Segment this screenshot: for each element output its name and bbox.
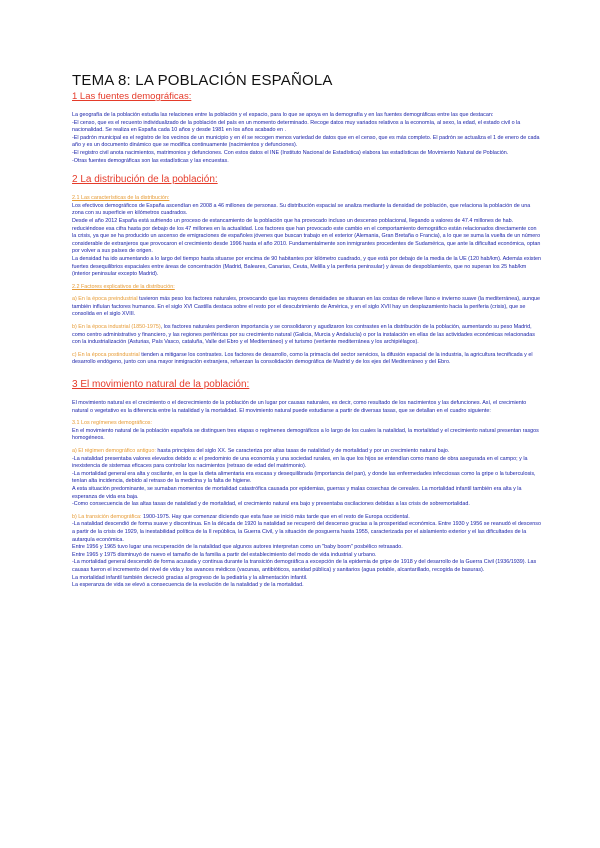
paragraph: -El padrón municipal es el registro de los vecinos de un municipio y en él se recogen menos variedad de datos que en el censo, que es más completo. El padrón se actualiza el 1 de enero de cada año y es un documento dinámico que se modifica continuamente (nacimientos y defunciones). [72, 134, 540, 149]
paragraph: -La natalidad presentaba valores elevados debido a: el predominio de una economía y una sociedad rurales, en la que los hijos se entendían como mano de obra asegurada en el campo; y la inexistencia de sistemas eficaces para controlar los nacimientos (retraso de edad del matrimonio). [72, 455, 528, 470]
paragraph [72, 514, 542, 522]
paragraph: En el movimiento natural de la población española se distinguen tres etapas o regímenes demográficos a lo largo de los cuales la natalidad, la mortalidad y el crecimiento natural presentan rasgos homogéneos. [72, 427, 539, 442]
paragraph: Entre 1956 y 1965 tuvo lugar una recuperación de la natalidad que algunos autores interpretan como un "baby boom" posbélico retrasado. [72, 544, 403, 551]
paragraph: -El censo, que es el recuento individualizado de la población del país en un momento determinado. Recoge datos muy variados relativos a la economía, al sexo, la edad, el estado civil o la nacionalidad. Se realiza en España cada 10 años y desde 1981 en los años acabado en . [72, 119, 521, 134]
item-lead: b) En la época industrial (1850-1975) [72, 324, 161, 331]
section-heading-movimiento: 3 El movimiento natural de la población: [72, 379, 250, 391]
paragraph [72, 352, 542, 367]
paragraph: A esta situación predominante, se sumaban momentos de mortalidad catastrófica causada por epidemias, guerras y malas cosechas de cereales. La mortalidad infantil también era alta y la esperanza de vida era baja. [72, 485, 522, 500]
paragraph: -Otras fuentes demográficas son las estadísticas y las encuestas. [72, 157, 229, 164]
paragraph: Los efectivos demográficos de España ascendían en 2008 a 46 millones de personas. Su distribución espacial se analiza mediante la densidad de población, que relaciona la población de una zona con su superficie en kilómetros cuadrados. [72, 202, 531, 217]
paragraph: -Como consecuencia de las altas tasas de natalidad y de mortalidad, el crecimiento natural era bajo y presentaba oscilaciones debidas a las crisis de sobremortalidad. [72, 501, 470, 508]
paragraph [72, 296, 542, 319]
subsection-heading: 2.2 Factores explicativos de la distribución: [72, 283, 175, 290]
item-lead: c) En la época postindustrial [72, 351, 140, 358]
item-lead: a) En la época preindustrial [72, 296, 138, 303]
subsection-heading: 3.1 Los regímenes demográficos: [72, 420, 153, 427]
paragraph: La esperanza de vida se elevó a consecuencia de la evolución de la natalidad y de la mortalidad. [72, 582, 304, 589]
item-lead: b) La transición demográfica: [72, 513, 142, 520]
paragraph: La mortalidad infantil también decreció gracias al progreso de la pediatría y la alimentación infantil. [72, 574, 308, 581]
document-page [72, 72, 542, 590]
paragraph: El movimiento natural es el crecimiento o el decrecimiento de la población de un lugar por causas naturales, es decir, como resultado de los nacimientos y las defunciones. Así, el crecimiento natural o vegetativo es la diferencia entre la natalidad y la mortalidad. El movimiento natural puede estudiarse a partir de diversas tasas, que se detallan en el cuadro siguiente: [72, 400, 527, 414]
paragraph: -El registro civil anota nacimientos, matrimonios y defunciones. Con estos datos el INE (Instituto Nacional de Estadística) elabora las estadísticas de Movimiento Natural de Población. [72, 149, 509, 156]
item-text: tienden a mitigarse los contrastes. Los factores de desarrollo, como la primacía del sector servicios, la difusión espacial de la industria, la agricultura tecnificada y el desarrollo endógeno, junto con una mayor inmigración extranjera, refuerzan la consolidación demográfica de Madrid y de los ejes del Mediterráneo y del Ebro. [72, 351, 533, 366]
paragraph [72, 324, 542, 347]
paragraph [72, 448, 542, 456]
paragraph: La geografía de la población estudia las relaciones entre la población y el espacio, para lo que se apoya en la demografía y en las fuentes demográficas entre las que destacan: [72, 112, 494, 118]
paragraph: -La mortalidad general era alta y oscilante, en la que la dieta alimentaria era escasa y desequilibrada (importancia del pan), y donde las enfermedades infecciosas como la gripe o la tuberculosis, tenían alta incidencia, debido al retraso de la medicina y la falta de higiene. [72, 470, 536, 485]
page-title: TEMA 8: LA POBLACIÓN ESPAÑOLA [72, 72, 333, 89]
paragraph: Desde el año 2012 España está sufriendo un proceso de estancamiento de la población que ha provocado incluso un descenso poblacional, llegando a valores de 47.4 millones de hab. reduciéndose esa cifra hasta por debajo de los 47 millones en la actualidad. Los factores que han provocado este cambio en el comportamiento demográfico están relacionados directamente con la crisis, ya que se ha producido un ascenso de emigraciones de españoles jóvenes que buscan trabajo en el exterior (Alemania, Gran Bretaña o Francia), a lo que se suma la vuelta de un número considerable de extranjeros que provocaron el crecimiento desde 1996 hasta el año 2010. Fundamentalmente son inmigrantes procedentes de Sudamérica, que ante la dificultad económica, optan por volver a sus países de origen. [72, 217, 541, 255]
paragraph: -La mortalidad general descendió de forma acusada y continua durante la transición demográfica a excepción de la epidemia de gripe de 1918 y del desarrollo de la Guerra Civil (1936/1939). Las causas fueron el incremento del nivel de vida y los avances médicos (vacunas, antibióticos, sanidad pública) y sanitarios (agua potable, alcantarillado, recogida de basuras). [72, 559, 537, 573]
subsection-heading: 2.1 Las características de la distribución: [72, 195, 170, 202]
paragraph: La densidad ha ido aumentando a lo largo del tiempo hasta situarse por encima de 90 habitantes por kilómetro cuadrado, y que está por debajo de la media de la UE (120 hab/km). Además existen fuertes desequilibrios espaciales entre áreas de concentración (Madrid, Baleares, Canarias, Ceuta, Melilla y la periferia peninsular) y áreas de despoblamiento, que no superan los 25 hab/km (interior peninsular excepto Madrid). [72, 255, 541, 278]
item-text: hasta principios del siglo XX. Se caracteriza por altas tasas de natalidad y de mortalidad y por un crecimiento natural bajo. [155, 448, 450, 454]
section-heading-distribucion: 2 La distribución de la población: [72, 174, 218, 186]
item-lead: a) El régimen demográfico antiguo: [72, 448, 156, 454]
item-text: tuvieron más peso los factores naturales, provocando que las mayores densidades se situaran en las costas de relieve llano e invierno suave (la mediterránea), aunque también influían factores humanos. En el siglo XVI Castilla destaca sobre el resto por el descubrimiento de América, y en el siglo XVII hay un desplazamiento hacia la periferia (crisis), que se consolida en el siglo XVIII. [72, 296, 541, 318]
section-heading-fuentes: 1 Las fuentes demográficas: [72, 91, 192, 102]
paragraph: Entre 1965 y 1975 disminuyó de nuevo el tamaño de la familia a partir del establecimiento del modo de vida industrial y urbano. [72, 551, 377, 558]
item-text: , los factores naturales perdieron importancia y se consolidaron y agudizaron los contrastes en la distribución de la población, aumentando su peso Madrid, como centro administrativo y financiero, y las regiones periféricas por su crecimiento natural (Galicia, Murcia y Andalucía) o por la instalación en ellas de las actividades económicas relacionadas con la industrialización (Asturias, País Vasco, cataluña, Valle del Ebro y el Mediterráneo) y el turismo (vertiente mediterránea y los archipiélagos). [72, 324, 535, 346]
paragraph: -La natalidad descendió de forma suave y discontinua. En la década de 1920 la natalidad se recuperó del descenso gracias a la prosperidad económica. Entre 1930 y 1956 se reanudó el descenso a partir de la crisis de 1929, la inestabilidad política de la II república, la Guerra Civil, y la situación de posguerra hasta 1955, caracterizada por el aislamiento exterior y el las dificultades de la autarquía económica. [72, 521, 541, 543]
item-text: 1900-1975. Hay que comenzar diciendo que esta fase se inició más tarde que en el resto de Europa occidental. [141, 513, 410, 520]
